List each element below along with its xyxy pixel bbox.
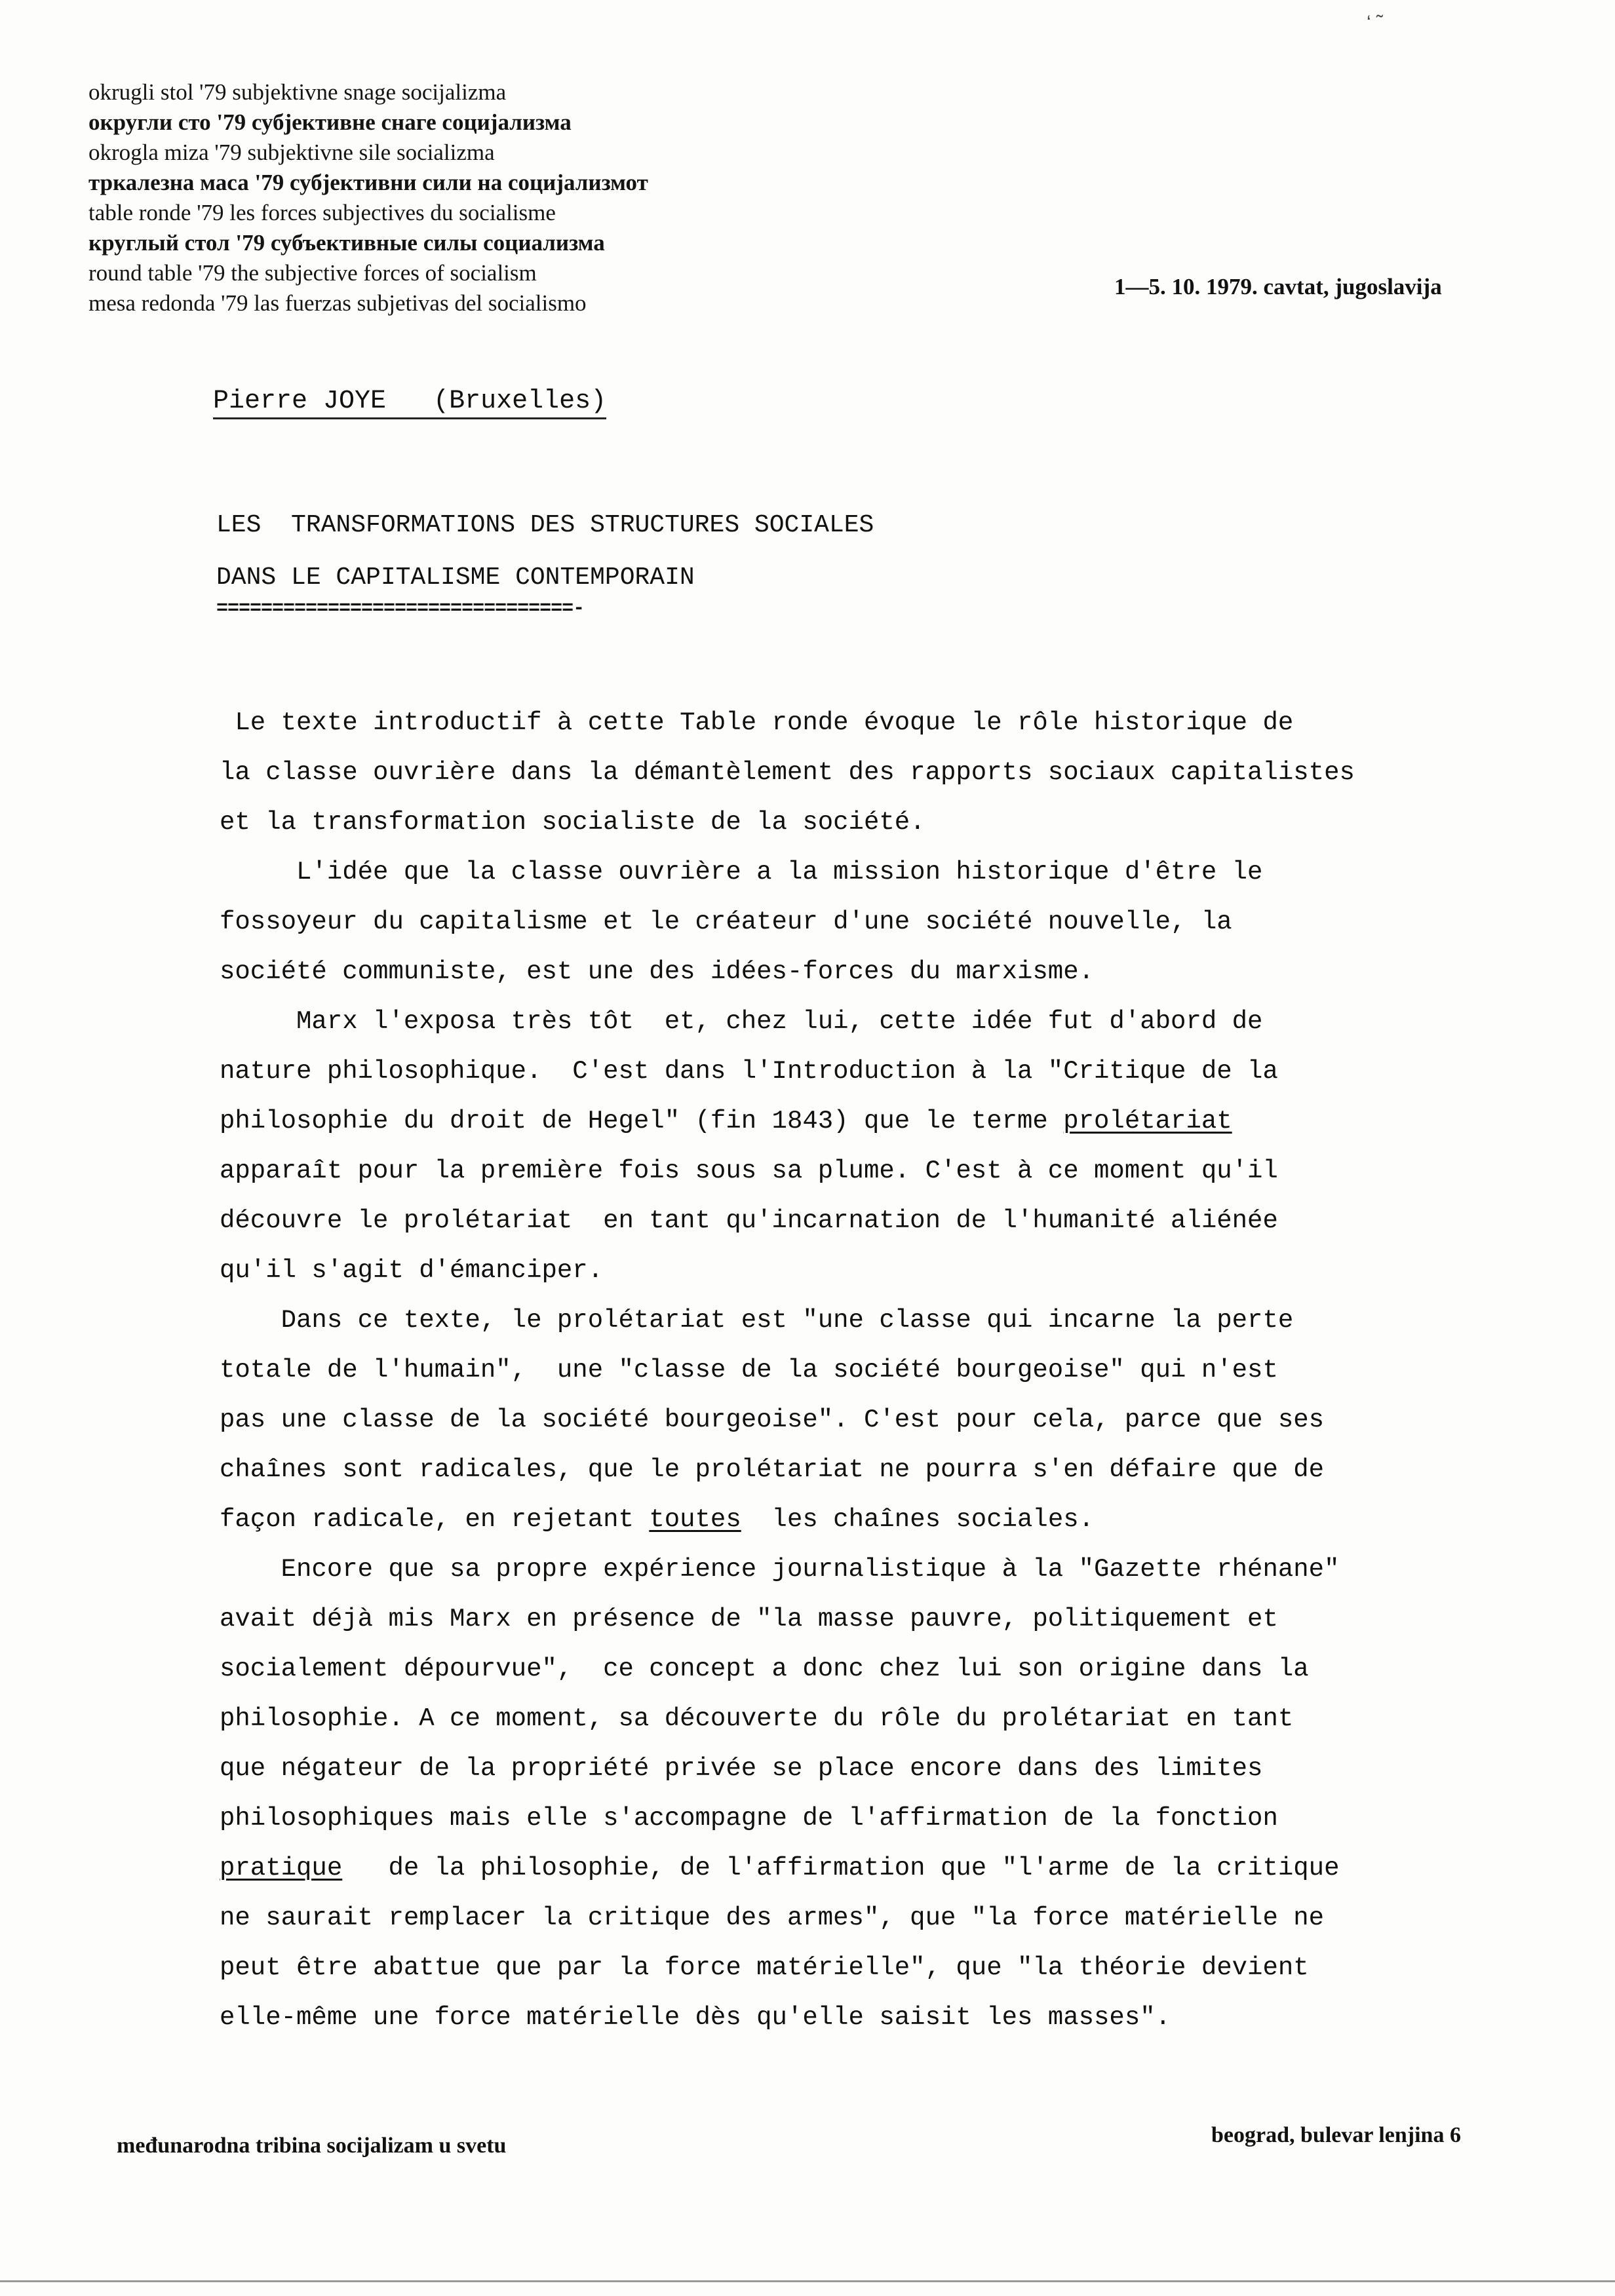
body-line: avait déjà mis Marx en présence de "la masse pauvre, politiquement et [220,1605,1278,1634]
body-line: la classe ouvrière dans la démantèlement des rapports sociaux capitalistes [220,758,1355,787]
body-line: peut être abattue que par la force matérielle", que "la théorie devient [220,1953,1309,1982]
date-place: 1—5. 10. 1979. cavtat, jugoslavija [1114,274,1442,299]
body-line [220,1096,1498,1146]
header-line-english: round table '79 the subjective forces of socialism [88,260,537,286]
body-line: elle-même une force matérielle dès qu'elle saisit les masses". [220,2003,1171,2032]
body-line: fossoyeur du capitalisme et le créateur d'une société nouvelle, la [220,908,1232,936]
body-line: Dans ce texte, le prolétariat est "une classe qui incarne la perte [220,1306,1294,1335]
body-line [220,1843,1498,1893]
body-line: Le texte introductif à cette Table ronde évoque le rôle historique de [220,708,1294,737]
body-line-part: façon radicale, en rejetant [220,1505,650,1534]
body-line: chaînes sont radicales, que le prolétariat ne pourra s'en défaire que de [220,1455,1325,1484]
body-line: apparaît pour la première fois sous sa plume. C'est à ce moment qu'il [220,1157,1278,1185]
underlined-word-toutes: toutes [649,1505,741,1534]
body-line-part: les chaînes sociales. [741,1505,1095,1534]
body-line: totale de l'humain", une "classe de la société bourgeoise" qui n'est [220,1356,1278,1385]
body-line: et la transformation socialiste de la société. [220,808,925,837]
body-line: Encore que sa propre expérience journalistique à la "Gazette rhénane" [220,1555,1340,1584]
author-name: Pierre JOYE [213,387,387,416]
title-underline-rule: ================================- [216,598,585,620]
header-line-russian: круглый стол '79 субъективные силы социализма [88,230,605,256]
author-city: (Bruxelles) [433,387,607,416]
body-line: ne saurait remplacer la critique des armes", que "la force matérielle ne [220,1904,1325,1932]
underlined-word-pratique: pratique [220,1854,343,1883]
body-text [220,698,1498,2042]
title-line-1: LES TRANSFORMATIONS DES STRUCTURES SOCIALES [216,511,874,539]
body-line: philosophie. A ce moment, sa découverte du rôle du prolétariat en tant [220,1704,1294,1733]
footer-address: beograd, bulevar lenjina 6 [1211,2123,1461,2147]
header-line-french: table ronde '79 les forces subjectives du socialisme [88,200,556,225]
body-line: philosophiques mais elle s'accompagne de l'affirmation de la fonction [220,1804,1278,1833]
conference-header [88,77,842,318]
author-line [213,387,606,419]
header-line-slovenian: okrogla miza '79 subjektivne sile socializma [88,140,495,165]
header-line-spanish: mesa redonda '79 las fuerzas subjetivas del socialismo [88,290,587,316]
body-line-part: de la philosophie, de l'affirmation que "l'arme de la critique [342,1854,1340,1883]
body-line: Marx l'exposa très tôt et, chez lui, cette idée fut d'abord de [220,1007,1263,1036]
body-line: qu'il s'agit d'émanciper. [220,1256,604,1285]
title-line-2: DANS LE CAPITALISME CONTEMPORAIN [216,564,695,592]
body-line: socialement dépourvue", ce concept a donc chez lui son origine dans la [220,1655,1309,1683]
scan-bottom-edge [0,2280,1615,2282]
header-line-macedonian: тркалезна маса '79 субјективни сили на социјализмот [88,170,648,195]
body-line: que négateur de la propriété privée se place encore dans des limites [220,1754,1263,1783]
body-line: L'idée que la classe ouvrière a la mission historique d'être le [220,858,1263,887]
header-line-serbocroatian: okrugli stol '79 subjektivne snage socijalizma [88,79,507,105]
body-line: société communiste, est une des idées-forces du marxisme. [220,957,1095,986]
header-line-serbian-cyrillic: округли сто '79 субјективне снаге социјализма [88,109,572,135]
underlined-term-proletariat: prolétariat [1063,1107,1232,1136]
stray-ink-mark: ‘ ˜ [1367,12,1383,33]
body-line: découvre le prolétariat en tant qu'incarnation de l'humanité aliénée [220,1206,1278,1235]
footer-organization: međunarodna tribina socijalizam u svetu [117,2133,507,2158]
paper-title [216,499,874,604]
body-line-part: philosophie du droit de Hegel" (fin 1843) que le terme [220,1107,1064,1136]
body-line [220,1495,1498,1544]
body-line: nature philosophique. C'est dans l'Introduction à la "Critique de la [220,1057,1278,1086]
body-line: pas une classe de la société bourgeoise". C'est pour cela, parce que ses [220,1406,1325,1434]
